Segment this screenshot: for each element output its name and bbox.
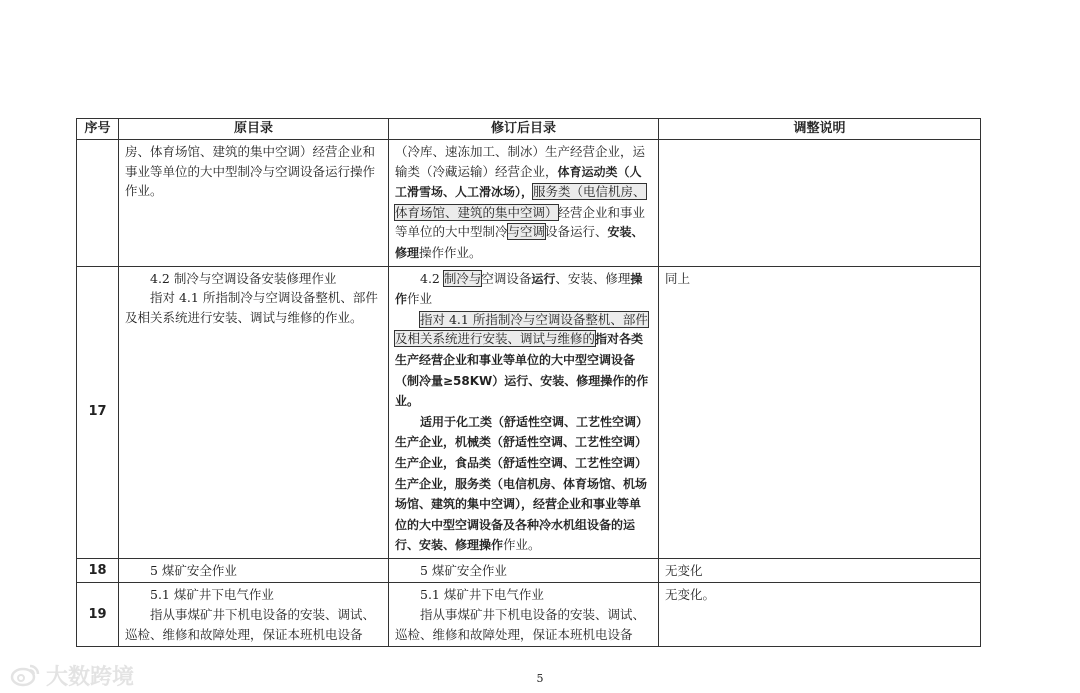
original-cell xyxy=(119,583,389,647)
header-adjustment-note: 调整说明 xyxy=(659,119,981,140)
row-index xyxy=(77,140,119,267)
revised-heading xyxy=(395,269,652,310)
original-text: 房、体育场馆、建筑的集中空调）经营企业和事业等单位的大中型制冷与空调设备运行操作作业。 xyxy=(125,144,376,199)
revised-highlight-text: 指对 4.1 所指制冷与空调设备整机、部件及相关系统进行安装、调试与维修的 xyxy=(395,311,648,347)
original-heading: 5 煤矿安全作业 xyxy=(150,562,237,578)
revised-bold-text: 指对各类生产经营企业和事业等单位的大中型空调设备（制冷量≥58KW）运行、安装、修理操作的作业。 xyxy=(395,332,649,409)
original-cell xyxy=(119,266,389,558)
original-text: 指从事煤矿井下机电设备的安装、调试、巡检、维修和故障处理，保证本班机电设备 xyxy=(125,607,376,642)
weibo-logo-icon xyxy=(10,663,40,687)
revised-heading: 5.1 煤矿井下电气作业 xyxy=(420,587,544,603)
revised-cell xyxy=(389,583,659,647)
table-row xyxy=(77,140,981,267)
header-original-catalog: 原目录 xyxy=(119,119,389,140)
revised-highlight-text: 制冷与 xyxy=(443,270,482,286)
watermark xyxy=(10,660,134,690)
note-cell xyxy=(659,140,981,267)
watermark-text: 大数跨境 xyxy=(46,664,135,690)
table-row xyxy=(77,266,981,558)
revised-text xyxy=(395,142,652,264)
original-heading: 5.1 煤矿井下电气作业 xyxy=(150,587,274,603)
page-number: 5 xyxy=(536,672,544,685)
original-cell xyxy=(119,558,389,583)
original-cell xyxy=(119,140,389,267)
note-cell: 同上 xyxy=(659,266,981,558)
catalog-comparison-table xyxy=(76,118,981,647)
row-index: 17 xyxy=(77,266,119,558)
revised-text xyxy=(395,310,652,412)
revised-bold-text: 体育运动类（人工滑雪场、人工滑冰场）， xyxy=(395,164,642,200)
revised-bold-text: 适用于化工类（舒适性空调、工艺性空调）生产企业，机械类（舒适性空调、工艺性空调）生产企业，食品类（舒适性空调、工艺性空调）生产企业，服务类（电信机房、体育场馆、机场场馆、建筑的集中空调），经营企业和事业等单位的大中型空调设备及各种冷水机组设备的运行、安装、修理操作 xyxy=(395,414,649,553)
table-header-row xyxy=(77,119,981,140)
revised-text-part: 经营企业和事业等单位的大中型制冷 xyxy=(395,204,646,240)
note-cell: 无变化。 xyxy=(659,583,981,647)
revised-text: 指从事煤矿井下机电设备的安装、调试、巡检、维修和故障处理，保证本班机电设备 xyxy=(395,607,646,642)
revised-cell xyxy=(389,140,659,267)
original-text: 指对 4.1 所指制冷与空调设备整机、部件及相关系统进行安装、调试与维修的作业。 xyxy=(125,290,378,325)
revised-text-part: 作业 xyxy=(407,291,433,307)
revised-text-part: 空调设备 xyxy=(481,270,532,286)
revised-text-part: 操作作业。 xyxy=(419,244,482,260)
row-index: 18 xyxy=(77,558,119,583)
revised-text-part: （冷库、速冻加工、制冰）生产经营企业，运输类（冷藏运输）经营企业， xyxy=(395,144,646,179)
revised-text-part: 设备运行、 xyxy=(545,224,608,240)
revised-highlight-text: 与空调 xyxy=(507,224,546,240)
revised-text xyxy=(395,412,652,556)
revised-cell xyxy=(389,266,659,558)
revised-bold-text: 操作 xyxy=(395,271,643,307)
table-row xyxy=(77,583,981,647)
note-cell: 无变化 xyxy=(659,558,981,583)
revised-cell xyxy=(389,558,659,583)
revised-bold-text: 运行 xyxy=(531,271,556,286)
revised-bold-text: 安装、修理 xyxy=(395,225,644,260)
row-index: 19 xyxy=(77,583,119,647)
revised-text-part: 作业。 xyxy=(503,537,541,553)
revised-text-part: 、安装、修理 xyxy=(555,270,631,286)
revised-heading: 5 煤矿安全作业 xyxy=(420,562,507,578)
original-heading: 4.2 制冷与空调设备安装修理作业 xyxy=(150,270,337,286)
header-index: 序号 xyxy=(77,119,119,140)
table-row xyxy=(77,558,981,583)
revised-text-part: 4.2 xyxy=(420,270,444,286)
header-revised-catalog: 修订后目录 xyxy=(389,119,659,140)
revised-highlight-text: 服务类（电信机房、体育场馆、建筑的集中空调） xyxy=(395,184,646,220)
